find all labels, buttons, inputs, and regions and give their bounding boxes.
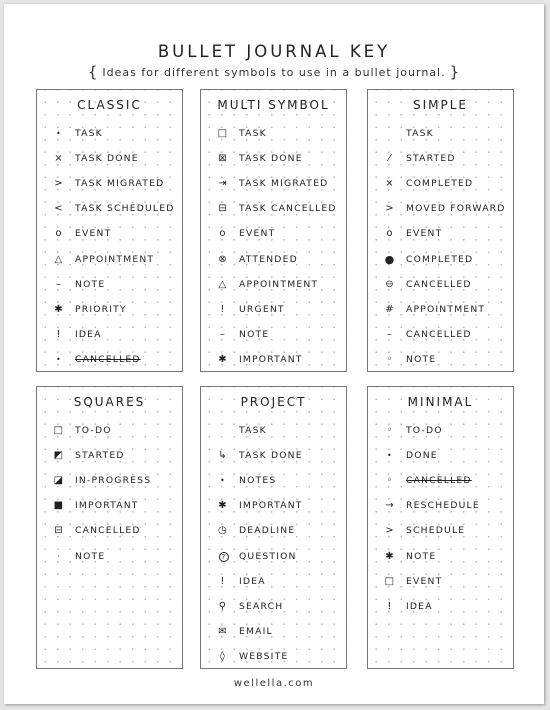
key-item [201, 177, 346, 191]
key-item-label: STARTED [406, 153, 456, 165]
key-item [37, 177, 182, 191]
key-item [368, 353, 513, 367]
key-item [368, 303, 513, 317]
key-item-label: TASK DONE [239, 153, 303, 165]
key-item-label: TASK DONE [239, 450, 303, 462]
square-minus-icon: ⊟ [54, 525, 64, 537]
dash-icon: – [55, 278, 63, 290]
circle-icon: o [386, 228, 394, 240]
key-item-label: WEBSITE [239, 650, 289, 662]
key-item [368, 550, 513, 564]
key-box-title: SIMPLE [412, 98, 468, 112]
key-item [368, 499, 513, 513]
key-item-label: APPOINTMENT [406, 303, 486, 315]
key-item-label: NOTE [75, 278, 106, 290]
key-item-label: TASK DONE [75, 153, 139, 165]
question-circle-icon: ? [219, 552, 229, 562]
exclamation-icon: ! [56, 328, 62, 340]
square-icon: □ [217, 128, 229, 139]
key-item [201, 278, 346, 292]
key-item-label: EVENT [406, 228, 443, 240]
key-item-label: DEADLINE [239, 525, 296, 537]
x-icon: × [385, 178, 395, 190]
key-item-label: IDEA [406, 600, 433, 612]
circle-minus-icon: ⊖ [385, 278, 395, 290]
key-item [368, 600, 513, 614]
dot-icon: • [56, 354, 62, 364]
key-item-label: STARTED [75, 450, 125, 462]
key-item [37, 152, 182, 166]
exclamation-icon: ! [387, 600, 393, 612]
key-item [201, 524, 346, 538]
key-box-title: PROJECT [240, 395, 307, 409]
key-item [37, 524, 182, 538]
square-half-icon: ◪ [53, 475, 65, 487]
page-title: BULLET JOURNAL KEY [157, 42, 391, 61]
key-item-label: IN-PROGRESS [75, 475, 152, 487]
key-item [201, 253, 346, 267]
key-box-classic [36, 89, 183, 372]
key-item [201, 227, 346, 241]
square-icon: □ [384, 575, 396, 587]
greater-than-icon: > [385, 203, 395, 215]
key-item [37, 353, 182, 367]
key-item [201, 600, 346, 614]
asterisk-icon: ✱ [218, 500, 228, 512]
key-item [201, 353, 346, 367]
key-box-simple [367, 89, 514, 372]
key-item [368, 127, 513, 141]
dot-icon: • [387, 451, 393, 461]
key-item-label: NOTE [406, 353, 437, 365]
key-item [201, 303, 346, 317]
key-item [201, 127, 346, 141]
key-item [37, 449, 182, 463]
key-item-label: EVENT [75, 228, 112, 240]
circle-icon: o [219, 228, 227, 240]
key-item [201, 499, 346, 513]
key-item-label: TASK MIGRATED [75, 178, 165, 190]
small-circle-icon: ◦ [386, 475, 394, 487]
key-item [368, 278, 513, 292]
small-circle-icon: ◦ [386, 353, 394, 365]
dot-icon: · [57, 551, 61, 561]
key-item-label: TASK [239, 128, 267, 139]
triangle-icon: △ [218, 278, 228, 290]
key-item-label: URGENT [239, 303, 285, 315]
key-item [37, 424, 182, 438]
key-item-label: TO-DO [406, 425, 443, 436]
key-item-label: QUESTION [239, 550, 297, 562]
greater-than-icon: > [385, 525, 395, 537]
clock-icon: ◷ [218, 525, 228, 537]
key-item [368, 474, 513, 488]
key-item [37, 278, 182, 292]
footer-website: wellella.com [233, 678, 315, 689]
square-slash-icon: ◩ [53, 450, 65, 462]
key-box-title: SQUARES [73, 395, 146, 409]
key-item-label: IMPORTANT [239, 353, 303, 365]
key-item-label: TASK MIGRATED [239, 178, 329, 190]
key-item [37, 127, 182, 141]
key-item [368, 575, 513, 589]
key-item-label: COMPLETED [406, 178, 474, 190]
key-item-label: IMPORTANT [239, 500, 303, 512]
key-item-label: SCHEDULE [406, 525, 466, 537]
asterisk-icon: ✱ [54, 303, 64, 315]
key-box-title: MULTI SYMBOL [217, 98, 330, 112]
key-item [368, 524, 513, 538]
asterisk-icon: ✱ [385, 550, 395, 562]
less-than-icon: < [54, 203, 64, 215]
key-item-label: TASK CANCELLED [239, 203, 337, 215]
key-item [201, 625, 346, 639]
key-item-label: ATTENDED [239, 253, 298, 265]
key-item [201, 474, 346, 488]
key-item-label: PRIORITY [75, 303, 127, 315]
key-item [201, 328, 346, 342]
key-item [201, 575, 346, 589]
key-item-label: CANCELLED [406, 278, 472, 290]
asterisk-icon: ✱ [218, 353, 228, 365]
key-item-label: IDEA [239, 575, 266, 587]
magnifier-icon: ⚲ [218, 600, 228, 612]
key-item-label: NOTE [239, 328, 270, 340]
key-item-label: COMPLETED [406, 253, 474, 265]
circle-icon: o [55, 228, 63, 240]
key-item [201, 152, 346, 166]
key-item [368, 202, 513, 216]
envelope-icon: ✉ [218, 625, 228, 637]
key-item-label: EVENT [239, 228, 276, 240]
key-item [368, 177, 513, 191]
key-item-label: TASK SCHEDULED [75, 203, 175, 215]
key-item [368, 152, 513, 166]
key-item [368, 227, 513, 241]
exclamation-icon: ! [220, 303, 226, 315]
key-item-label: EMAIL [239, 625, 273, 637]
right-arrow-icon: → [385, 500, 395, 512]
square-minus-icon: ⊟ [218, 203, 228, 215]
key-item-label: TASK [239, 425, 267, 436]
triangle-icon: △ [54, 253, 64, 265]
key-item [201, 550, 346, 564]
key-item-label: NOTE [75, 550, 106, 562]
key-box-minimal [367, 386, 514, 669]
key-item-label: TASK [75, 128, 103, 139]
key-item-label: CANCELLED [75, 353, 141, 365]
key-item [201, 202, 346, 216]
key-item-label: APPOINTMENT [75, 253, 155, 265]
square-icon: □ [53, 425, 65, 436]
key-item [37, 499, 182, 513]
page-subtitle [4, 62, 544, 80]
x-icon: × [54, 153, 64, 165]
subtitle-brace-open: { [87, 63, 99, 81]
filled-circle-icon: ● [384, 252, 396, 266]
exclamation-icon: ! [220, 575, 226, 587]
key-item-label: MOVED FORWARD [406, 203, 506, 215]
arrow-down-right-icon: ↳ [218, 450, 228, 462]
key-box-squares [36, 386, 183, 669]
key-item-label: RESCHEDULE [406, 500, 480, 512]
key-box-multi-symbol [200, 89, 347, 372]
small-circle-icon: ◦ [386, 425, 394, 436]
key-item-label: CANCELLED [406, 475, 472, 487]
key-item [368, 449, 513, 463]
key-item [201, 424, 346, 438]
key-item-label: NOTE [406, 550, 437, 562]
filled-square-icon: ■ [53, 500, 65, 512]
key-item-label: IMPORTANT [75, 500, 139, 512]
key-item [201, 650, 346, 664]
key-item [37, 253, 182, 267]
greater-than-icon: > [54, 178, 64, 190]
subtitle-brace-close: } [449, 63, 461, 81]
key-item [368, 328, 513, 342]
dot-icon: • [220, 476, 226, 486]
slash-icon: ⁄ [388, 153, 392, 165]
key-item [368, 424, 513, 438]
key-item [37, 328, 182, 342]
key-item [37, 474, 182, 488]
key-item-label: SEARCH [239, 600, 284, 612]
key-item [368, 253, 513, 267]
dash-icon: – [219, 328, 227, 340]
key-item [37, 303, 182, 317]
key-box-project [200, 386, 347, 669]
diamond-icon: ◊ [219, 650, 227, 662]
key-item-label: IDEA [75, 328, 102, 340]
key-box-title: MINIMAL [407, 395, 474, 409]
square-arrow-icon: ⇥ [218, 178, 228, 190]
key-item-label: NOTES [239, 475, 277, 487]
square-x-icon: ⊠ [218, 153, 228, 165]
key-box-title: CLASSIC [77, 98, 142, 112]
dot-icon: • [56, 129, 62, 138]
key-item [201, 449, 346, 463]
key-item [37, 227, 182, 241]
circle-x-icon: ⊗ [218, 253, 228, 265]
dash-icon: – [386, 328, 394, 340]
key-item-label: EVENT [406, 575, 443, 587]
key-item-label: CANCELLED [75, 525, 141, 537]
key-item-label: TASK [406, 128, 434, 139]
key-item [37, 550, 182, 564]
journal-page [4, 4, 544, 704]
subtitle-text: Ideas for different symbols to use in a bullet journal. [102, 66, 446, 79]
hash-icon: # [385, 303, 395, 315]
key-item-label: DONE [406, 450, 438, 462]
key-item [37, 202, 182, 216]
key-item-label: CANCELLED [406, 328, 472, 340]
key-item-label: APPOINTMENT [239, 278, 319, 290]
key-item-label: TO-DO [75, 425, 112, 436]
